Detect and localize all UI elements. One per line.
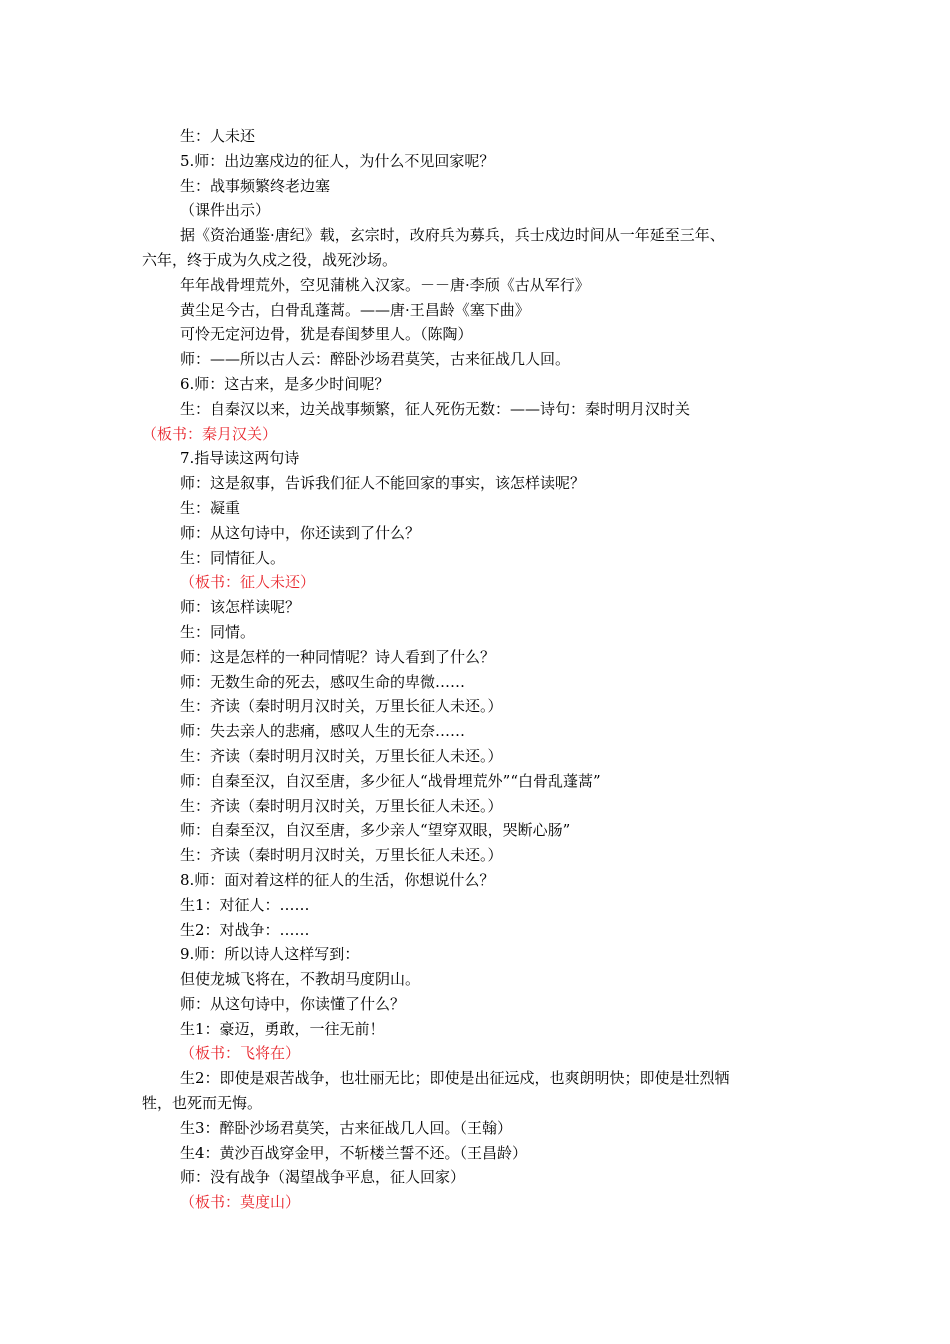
board-note-line: （板书：征人未还） <box>180 573 316 592</box>
transcript-line: 生：人未还 <box>180 127 256 145</box>
transcript-line: 牲，也死而无悔。 <box>142 1094 263 1113</box>
transcript-line: 生：同情征人。 <box>180 548 286 567</box>
transcript-line: 生：凝重 <box>180 498 241 517</box>
transcript-line: 生：同情。 <box>180 622 256 641</box>
transcript-line: 师：该怎样读呢？ <box>180 598 301 617</box>
transcript-line: 生4：黄沙百战穿金甲，不斩楼兰誓不还。（王昌龄） <box>180 1143 528 1162</box>
transcript-line: 生2：即使是艰苦战争，也壮丽无比；即使是出征远戍，也爽朗明快；即使是壮烈牺 <box>180 1069 730 1088</box>
transcript-line: 师：自秦至汉，自汉至唐，多少亲人“望穿双眼，哭断心肠” <box>180 821 571 840</box>
transcript-line: 生：齐读（秦时明月汉时关，万里长征人未还。） <box>180 746 503 765</box>
transcript-line: 生2：对战争：…… <box>180 920 310 939</box>
transcript-line: 师：无数生命的死去，感叹生命的卑微…… <box>180 672 466 691</box>
transcript-line: 生1：豪迈，勇敢，一往无前！ <box>180 1019 385 1038</box>
transcript-line: 师：这是怎样的一种同情呢？诗人看到了什么？ <box>180 647 496 666</box>
board-note-line: （板书：飞将在） <box>180 1044 301 1063</box>
transcript-line: 生：自秦汉以来，边关战事频繁，征人死伤无数：——诗句：秦时明月汉时关 <box>180 399 691 418</box>
transcript-line: 6.师：这古来，是多少时间呢？ <box>180 374 390 393</box>
transcript-line: 8.师：面对着这样的征人的生活，你想说什么？ <box>180 870 495 889</box>
transcript-line: 9.师：所以诗人这样写到： <box>180 945 360 964</box>
transcript-line: 生3：醉卧沙场君莫笑，古来征战几人回。（王翰） <box>180 1118 513 1137</box>
transcript-line: 六年，终于成为久戍之役，战死沙场。 <box>142 250 398 269</box>
transcript-line: 师：——所以古人云：醉卧沙场君莫笑，古来征战几人回。 <box>180 350 571 369</box>
transcript-line: 师：失去亲人的悲痛，感叹人生的无奈…… <box>180 722 466 741</box>
transcript-line: 年年战骨埋荒外，空见蒲桃入汉家。－－唐·李颀《古从军行》 <box>180 275 590 294</box>
transcript-line: 生：齐读（秦时明月汉时关，万里长征人未还。） <box>180 697 503 716</box>
transcript-line: 但使龙城飞将在，不教胡马度阴山。 <box>180 970 421 989</box>
transcript-line: 生：战事频繁终老边塞 <box>180 176 331 195</box>
transcript-line: 据《资治通鉴·唐纪》载，玄宗时，改府兵为募兵，兵士戍边时间从一年延至三年、 <box>180 226 725 245</box>
transcript-line: （课件出示） <box>180 201 271 220</box>
transcript-line: 黄尘足今古，白骨乱蓬蒿。——唐·王昌龄《塞下曲》 <box>180 300 530 319</box>
transcript-line: 5.师：出边塞戍边的征人，为什么不见回家呢？ <box>180 151 495 170</box>
transcript-line: 师：从这句诗中，你还读到了什么？ <box>180 523 421 542</box>
board-note-line: （板书：莫度山） <box>180 1193 301 1212</box>
transcript-line: 师：自秦至汉，自汉至唐，多少征人“战骨埋荒外”“白骨乱蓬蒿” <box>180 771 601 790</box>
transcript-line: 师：这是叙事，告诉我们征人不能回家的事实，该怎样读呢？ <box>180 474 586 493</box>
lesson-transcript <box>0 124 950 1215</box>
board-note-line: （板书：秦月汉关） <box>142 424 278 443</box>
transcript-line: 师：从这句诗中，你读懂了什么？ <box>180 994 406 1013</box>
transcript-line: 生：齐读（秦时明月汉时关，万里长征人未还。） <box>180 796 503 815</box>
transcript-line: 可怜无定河边骨，犹是春闺梦里人。（陈陶） <box>180 325 473 344</box>
transcript-line: 师：没有战争（渴望战争平息，征人回家） <box>180 1168 466 1187</box>
transcript-line: 7.指导读这两句诗 <box>180 449 300 468</box>
transcript-line: 生：齐读（秦时明月汉时关，万里长征人未还。） <box>180 846 503 865</box>
transcript-line: 生1：对征人：…… <box>180 895 310 914</box>
